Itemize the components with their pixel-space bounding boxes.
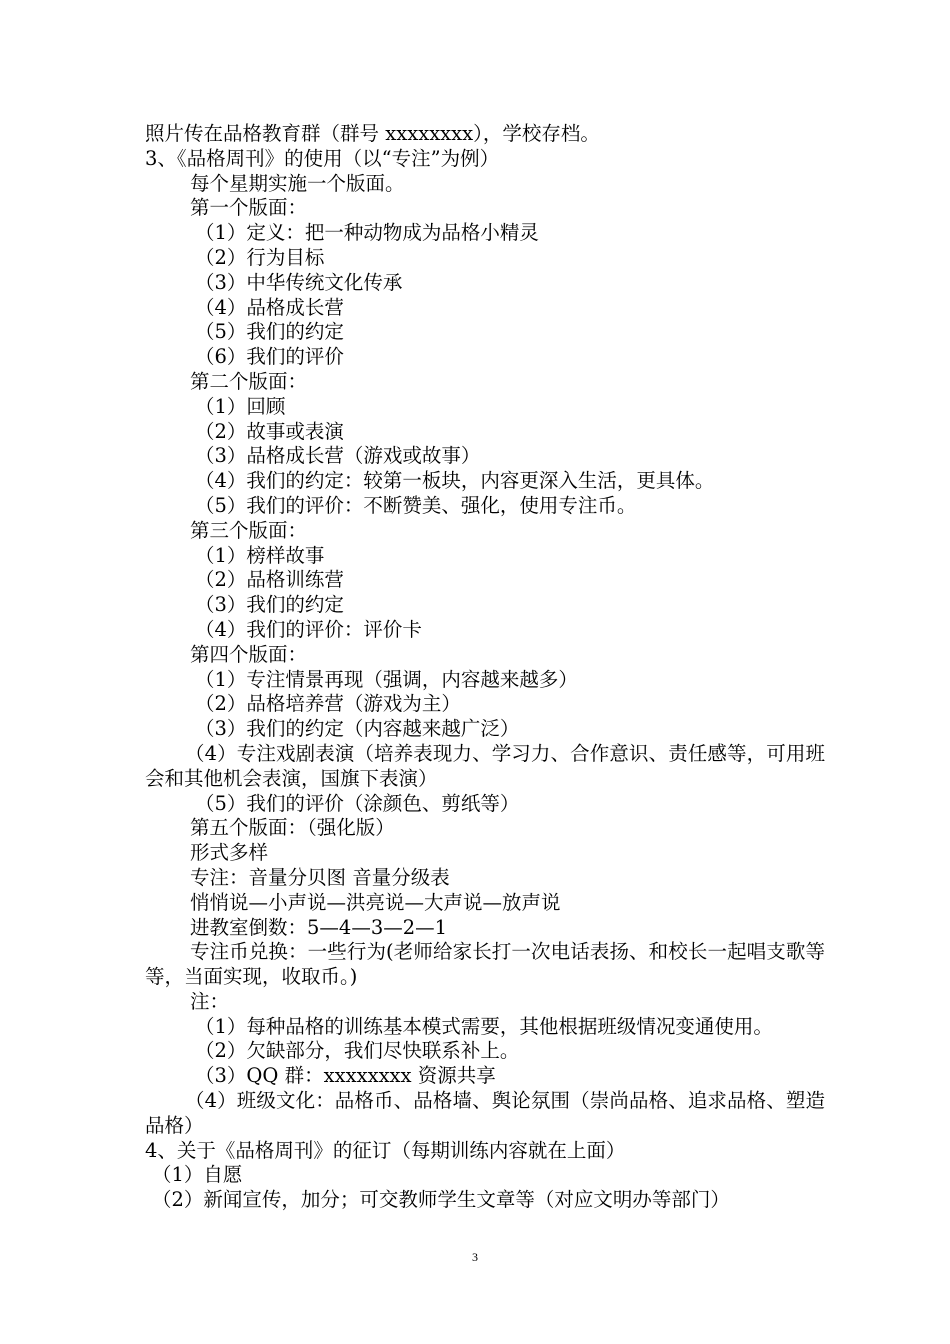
document-body [145, 122, 825, 1213]
list-item: （2）品格培养营（游戏为主） [195, 692, 461, 716]
note-item-class-culture: （4）班级文化：品格币、品格墙、舆论氛围（崇尚品格、追求品格、塑造品格） [145, 1089, 825, 1137]
list-item: （2）故事或表演 [195, 419, 344, 443]
subheading-layout-4: 第四个版面： [190, 642, 308, 666]
paragraph-varied-forms: 形式多样 [190, 841, 269, 865]
paragraph-weekly-plan: 每个星期实施一个版面。 [190, 171, 405, 195]
list-item: （3）中华传统文化传承 [195, 270, 403, 294]
list-item: （3）品格成长营（游戏或故事） [195, 444, 481, 468]
list-item: （4）品格成长营 [195, 295, 344, 319]
list-item: （5）我们的约定 [195, 320, 344, 344]
list-item: （1）专注情景再现（强调，内容越来越多） [195, 667, 578, 691]
list-item: （4）我们的约定：较第一板块，内容更深入生活，更具体。 [195, 469, 715, 493]
list-item: （2）新闻宣传，加分；可交教师学生文章等（对应文明办等部门） [152, 1188, 730, 1212]
list-item: （5）我们的评价（涂颜色、剪纸等） [195, 791, 520, 815]
list-item: （1）榜样故事 [195, 543, 325, 567]
list-item: （2）品格训练营 [195, 568, 344, 592]
heading-subscription: 4、关于《品格周刊》的征订（每期训练内容就在上面） [145, 1138, 626, 1162]
note-item: （1）每种品格的训练基本模式需要，其他根据班级情况变通使用。 [195, 1014, 773, 1038]
list-item: （2）行为目标 [195, 245, 325, 269]
note-item: （3）QQ 群：xxxxxxxx 资源共享 [195, 1064, 496, 1088]
list-item: （5）我们的评价：不断赞美、强化，使用专注币。 [195, 493, 637, 517]
paragraph-volume-chart: 专注：音量分贝图 音量分级表 [190, 865, 450, 889]
subheading-layout-5: 第五个版面：（强化版） [190, 816, 395, 840]
note-label: 注： [190, 989, 230, 1013]
paragraph-photo-archive: 照片传在品格教育群（群号 xxxxxxxx），学校存档。 [145, 122, 600, 145]
paragraph-coin-exchange: 专注币兑换：一些行为(老师给家长打一次电话表扬、和校长一起唱支歌等等，当面实现，收取币。) [145, 940, 825, 989]
list-item: （1）自愿 [152, 1163, 243, 1187]
heading-weekly-usage: 3、《品格周刊》的使用（以“专注”为例） [145, 146, 500, 170]
list-item: （4）我们的评价：评价卡 [195, 617, 422, 641]
list-item: （1）回顾 [195, 394, 286, 418]
subheading-layout-1: 第一个版面： [190, 196, 308, 220]
subheading-layout-3: 第三个版面： [190, 518, 308, 542]
list-item: （1）定义：把一种动物成为品格小精灵 [195, 221, 539, 245]
page-number: 3 [472, 1250, 478, 1264]
note-item: （2）欠缺部分，我们尽快联系补上。 [195, 1039, 520, 1063]
list-item: （6）我们的评价 [195, 345, 344, 369]
list-item: （3）我们的约定（内容越来越广泛） [195, 717, 520, 741]
paragraph-countdown: 进教室倒数：5—4—3—2—1 [190, 915, 448, 939]
subheading-layout-2: 第二个版面： [190, 369, 308, 393]
list-item-drama: （4）专注戏剧表演（培养表现力、学习力、合作意识、责任感等，可用班会和其他机会表演，国旗下表演） [145, 741, 825, 790]
list-item: （3）我们的约定 [195, 593, 344, 617]
paragraph-volume-levels: 悄悄说—小声说—洪亮说—大声说—放声说 [190, 890, 561, 914]
